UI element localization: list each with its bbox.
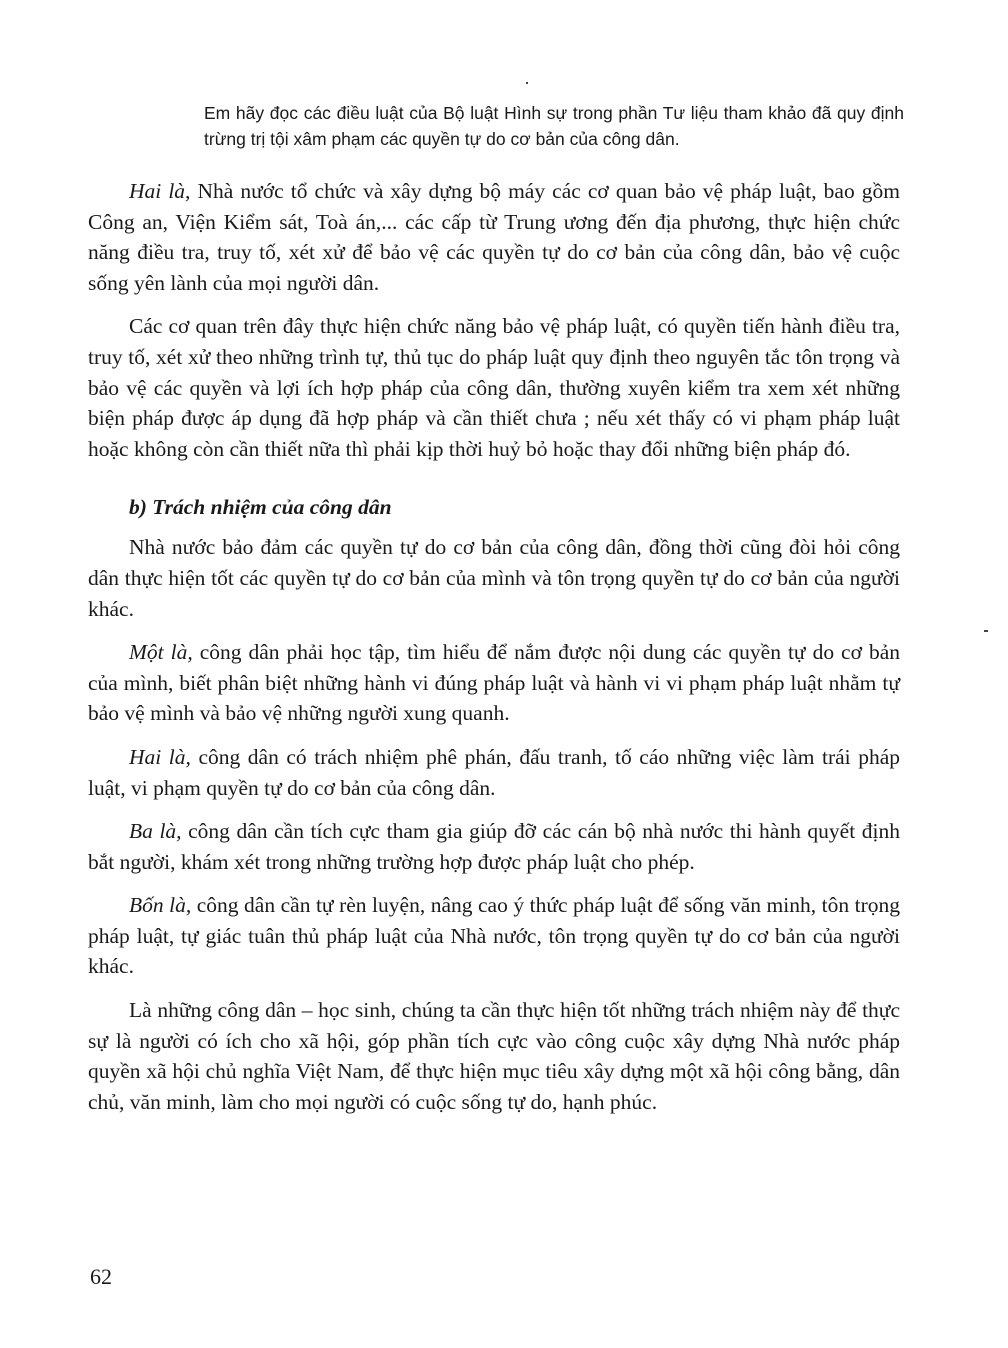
paragraph-lead: Hai là, [129,744,191,769]
paragraph-text: công dân phải học tập, tìm hiểu để nắm được nội dung các quyền tự do cơ bản của mình, biết phân biệt những hành vi đúng pháp luật và hành vi vi phạm pháp luật nhằm tự bảo vệ mình và bảo vệ những người xung quanh. [88,640,900,726]
paragraph: Nhà nước bảo đảm các quyền tự do cơ bản của công dân, đồng thời cũng đòi hỏi công dân thực hiện tốt các quyền tự do cơ bản của mình và tôn trọng quyền tự do cơ bản của người khác. [88,535,900,621]
paragraph [88,890,900,982]
reading-prompt: Em hãy đọc các điều luật của Bộ luật Hình sự trong phần Tư liệu tham khảo đã quy định trừng trị tội xâm phạm các quyền tự do cơ bản của công dân. [204,103,904,149]
main-text [88,176,900,1130]
paragraph: Là những công dân – học sinh, chúng ta cần thực hiện tốt những trách nhiệm này để thực sự là người có ích cho xã hội, góp phần tích cực vào công cuộc xây dựng Nhà nước pháp quyền xã hội chủ nghĩa Việt Nam, để thực hiện mục tiêu xây dựng một xã hội công bằng, dân chủ, văn minh, làm cho mọi người có cuộc sống tự do, hạnh phúc. [88,998,900,1114]
paragraph [88,176,900,298]
scan-speck [984,630,988,632]
paragraph-text: Nhà nước tổ chức và xây dựng bộ máy các cơ quan bảo vệ pháp luật, bao gồm Công an, Viện Kiểm sát, Toà án,... các cấp từ Trung ương đến địa phương, thực hiện chức năng điều tra, truy tố, xét xử để bảo vệ các quyền tự do cơ bản của công dân, bảo vệ cuộc sống yên lành của mọi người dân. [88,179,900,295]
paragraph-lead: Bốn là, [129,893,192,918]
paragraph-lead: Ba là, [129,819,182,844]
paragraph-lead: Một là, [129,640,193,665]
paragraph [88,742,900,803]
page-number: 62 [90,1264,112,1289]
paragraph: Các cơ quan trên đây thực hiện chức năng bảo vệ pháp luật, có quyền tiến hành điều tra, truy tố, xét xử theo những trình tự, thủ tục do pháp luật quy định theo nguyên tắc tôn trọng và bảo vệ các quyền và lợi ích hợp pháp của công dân, thường xuyên kiểm tra xem xét những biện pháp được áp dụng đã hợp pháp và cần thiết chưa ; nếu xét thấy có vi phạm pháp luật hoặc không còn cần thiết nữa thì phải kịp thời huỷ bỏ hoặc thay đổi những biện pháp đó. [88,314,900,461]
section-heading: b) Trách nhiệm của công dân [129,495,392,520]
paragraph-lead: Hai là, [129,179,191,203]
paragraph [88,637,900,729]
scan-speck [526,82,528,84]
paragraph-text: công dân cần tích cực tham gia giúp đỡ các cán bộ nhà nước thi hành quyết định bắt người, khám xét trong những trường hợp được pháp luật cho phép. [88,819,900,874]
paragraph-text: công dân cần tự rèn luyện, nâng cao ý thức pháp luật để sống văn minh, tôn trọng pháp luật, tự giác tuân thủ pháp luật của Nhà nước, tôn trọng quyền tự do cơ bản của người khác. [88,893,900,979]
paragraph [88,816,900,877]
paragraph-text: công dân có trách nhiệm phê phán, đấu tranh, tố cáo những việc làm trái pháp luật, vi phạm quyền tự do cơ bản của công dân. [88,744,900,800]
